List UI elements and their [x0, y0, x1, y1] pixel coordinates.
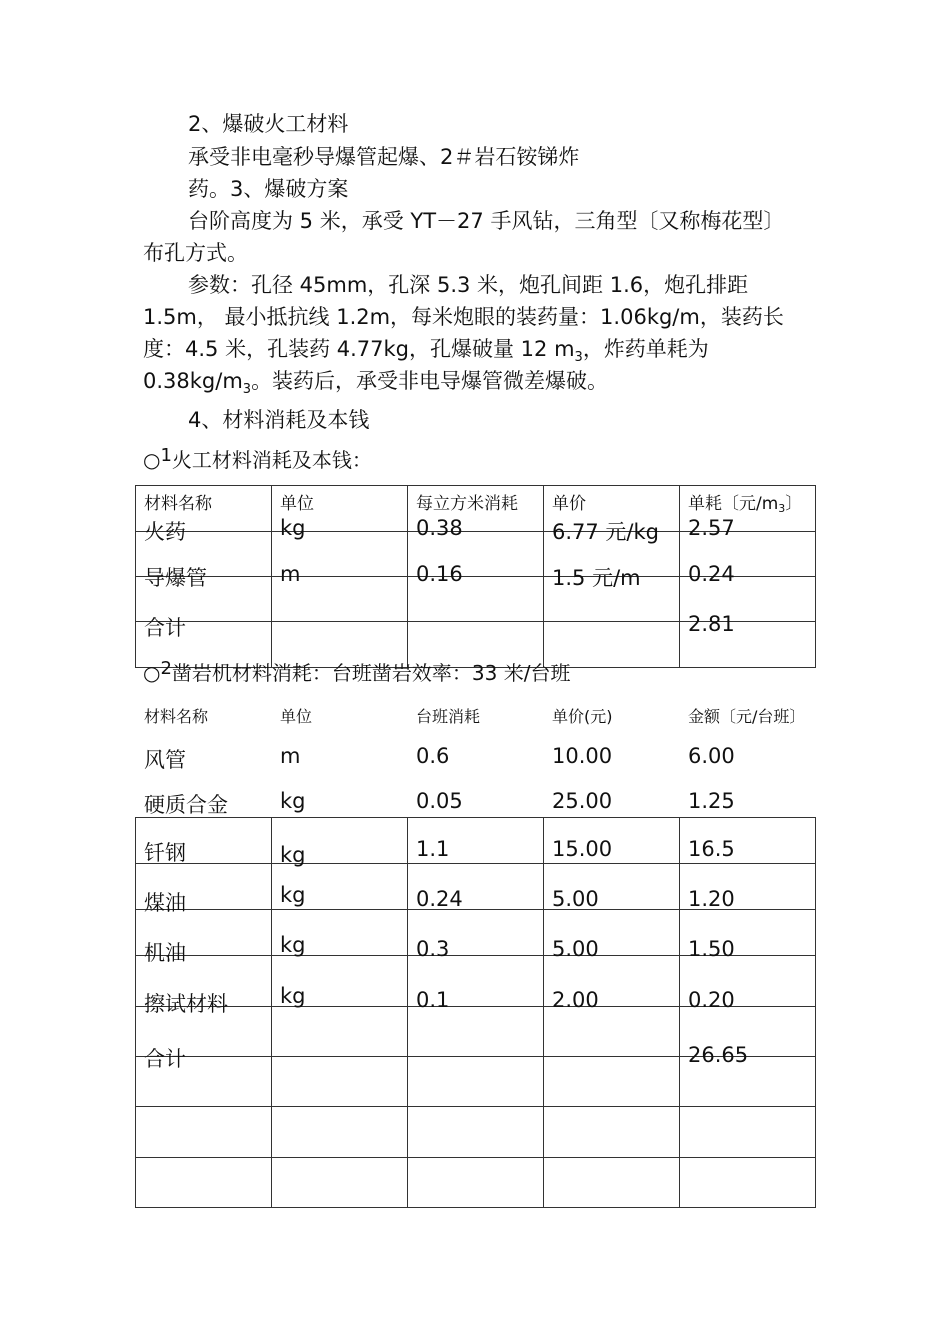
t2-r5-price: 5.00 — [552, 937, 599, 961]
params-line2: 1.5m， 最小抵抗线 1.2m，每米炮眼的装药量：1.06kg/m，装药长 — [143, 305, 784, 329]
t1-r2-consumption: 0.16 — [416, 562, 463, 586]
t2-total-label: 合计 — [144, 1047, 186, 1071]
t1-r2-unit: m — [280, 562, 301, 586]
section2-line1: 承受非电毫秒导爆管起爆、2＃岩石铵锑炸 — [188, 145, 580, 169]
t1-header-consumption: 每立方米消耗 — [416, 494, 518, 514]
t2-r2-price: 25.00 — [552, 789, 613, 813]
t1-r1-consumption: 0.38 — [416, 516, 463, 540]
t2-r1-price: 10.00 — [552, 744, 613, 768]
t2-r3-name: 钎钢 — [144, 841, 186, 865]
t2-r1-name: 风管 — [144, 748, 186, 772]
t1-r1-price: 6.77 元/kg — [552, 520, 659, 544]
t2-r2-name: 硬质合金 — [144, 793, 228, 817]
t2-r4-amount: 1.20 — [688, 887, 735, 911]
t1-header-unit: 单位 — [280, 494, 314, 514]
table1-title: ○1火工材料消耗及本钱： — [143, 445, 372, 472]
t1-total-cost: 2.81 — [688, 612, 735, 636]
circle-marker-icon: ○ — [143, 661, 161, 685]
t2-r2-unit: kg — [280, 789, 306, 813]
t2-r5-name: 机油 — [144, 941, 186, 965]
t2-r3-amount: 16.5 — [688, 837, 735, 861]
t2-r4-name: 煤油 — [144, 891, 186, 915]
t2-r6-name: 擦试材料 — [144, 992, 228, 1016]
t2-r5-consumption: 0.3 — [416, 937, 450, 961]
t1-r2-price: 1.5 元/m — [552, 566, 641, 590]
t2-r5-unit: kg — [280, 933, 306, 957]
t2-r2-amount: 1.25 — [688, 789, 735, 813]
params-line4: $0.38kg/m_3$。装药后，承受非电导爆管微差爆破。 — [143, 369, 609, 397]
t2-r1-consumption: 0.6 — [416, 744, 450, 768]
t2-r6-price: 2.00 — [552, 988, 599, 1012]
t2-r2-consumption: 0.05 — [416, 789, 463, 813]
table2-title: ○2凿岩机材料消耗：台班凿岩效率：33 米/台班 — [143, 658, 571, 685]
t1-r1-cost: 2.57 — [688, 516, 735, 540]
plan-line1: 台阶高度为 5 米，承受 YT－27 手风钻，三角型〔又称梅花型〕 — [188, 209, 785, 233]
t2-r6-consumption: 0.1 — [416, 988, 450, 1012]
t2-r3-unit: kg — [280, 843, 306, 867]
t1-r1-name: 火药 — [144, 520, 186, 544]
t1-r2-name: 导爆管 — [144, 566, 207, 590]
t2-r5-amount: 1.50 — [688, 937, 735, 961]
t2-r4-consumption: 0.24 — [416, 887, 463, 911]
t2-r4-unit: kg — [280, 883, 306, 907]
t2-header-unit: 单位 — [280, 707, 313, 726]
t2-header-name: 材料名称 — [144, 707, 209, 726]
table2-grid — [135, 817, 816, 1208]
t2-r4-price: 5.00 — [552, 887, 599, 911]
t2-header-price: 单价(元) — [552, 707, 613, 726]
t2-r1-unit: m — [280, 744, 301, 768]
t1-header-price: 单价 — [552, 494, 586, 514]
section2-line2: 药。3、爆破方案 — [188, 177, 349, 201]
t2-r6-unit: kg — [280, 984, 306, 1008]
t1-r1-unit: kg — [280, 516, 306, 540]
section2-heading: 2、爆破火工材料 — [188, 112, 349, 136]
t2-r6-amount: 0.20 — [688, 988, 735, 1012]
t2-r3-price: 15.00 — [552, 837, 613, 861]
plan-line2: 布孔方式。 — [143, 241, 248, 265]
t1-header-cost: 单耗〔元/m3〕 — [688, 494, 803, 515]
section4-heading: 4、材料消耗及本钱 — [188, 408, 370, 432]
t2-header-consumption: 台班消耗 — [416, 707, 481, 726]
t1-total-label: 合计 — [144, 616, 186, 640]
t2-r1-amount: 6.00 — [688, 744, 735, 768]
t2-header-amount: 金额〔元/台班〕 — [688, 707, 806, 726]
params-line3: 度：4.5 米，孔装药 4.77kg，孔爆破量 12 $m_3$，炸药单耗为 — [143, 337, 709, 365]
t2-total-amount: 26.65 — [688, 1043, 749, 1067]
t1-r2-cost: 0.24 — [688, 562, 735, 586]
params-line1: 参数：孔径 45mm，孔深 5.3 米，炮孔间距 1.6，炮孔排距 — [188, 273, 749, 297]
circle-marker-icon: ○ — [143, 448, 161, 472]
t2-r3-consumption: 1.1 — [416, 837, 450, 861]
t1-header-name: 材料名称 — [144, 494, 212, 514]
